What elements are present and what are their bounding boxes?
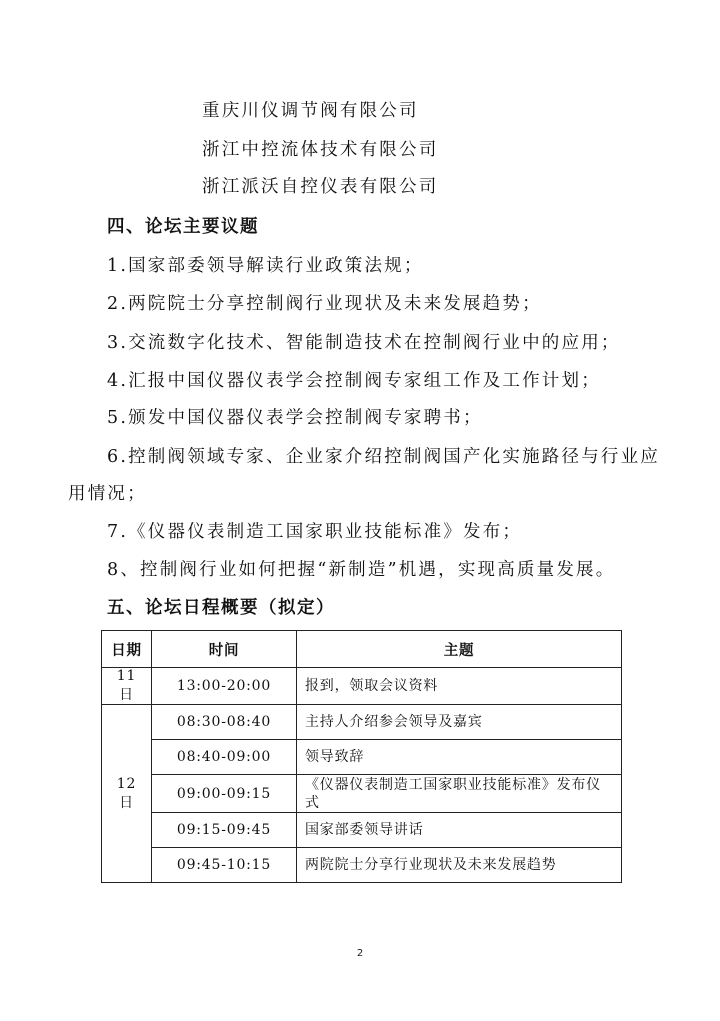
- topic-cell: 两院院士分享行业现状及未来发展趋势: [297, 848, 622, 883]
- table-row: [102, 705, 622, 740]
- time-cell: 09:45-10:15: [152, 848, 297, 883]
- schedule-table: [101, 630, 622, 883]
- topic-item: 2.两院院士分享控制阀行业现状及未来发展趋势；: [107, 294, 542, 314]
- table-row: [102, 813, 622, 848]
- page-number: 2: [356, 948, 364, 959]
- topic-cell: 主持人介绍参会领导及嘉宾: [297, 705, 622, 740]
- table-row: [102, 668, 622, 705]
- topic-item: 5.颁发中国仪器仪表学会控制阀专家聘书；: [107, 408, 483, 428]
- header-time: 时间: [152, 631, 297, 668]
- table-row: [102, 848, 622, 883]
- time-cell: 13:00-20:00: [152, 668, 297, 705]
- section-heading: 五、论坛日程概要（拟定）: [107, 598, 335, 618]
- header-topic: 主题: [297, 631, 622, 668]
- topic-item-continuation: 用情况；: [68, 484, 147, 504]
- topic-cell: 报到，领取会议资料: [297, 668, 622, 705]
- topic-cell: 《仪器仪表制造工国家职业技能标准》发布仪式: [297, 775, 622, 813]
- topic-item: 4.汇报中国仪器仪表学会控制阀专家组工作及工作计划；: [107, 371, 601, 391]
- table-row: [102, 775, 622, 813]
- topic-item: 6.控制阀领域专家、企业家介绍控制阀国产化实施路径与行业应: [107, 447, 660, 467]
- topic-cell: 领导致辞: [297, 740, 622, 775]
- time-cell: 09:00-09:15: [152, 775, 297, 813]
- time-cell: 08:30-08:40: [152, 705, 297, 740]
- header-date: 日期: [102, 631, 152, 668]
- time-cell: 09:15-09:45: [152, 813, 297, 848]
- sponsor-line: 浙江中控流体技术有限公司: [202, 140, 439, 160]
- date-cell: 11 日: [102, 668, 152, 705]
- sponsor-line: 重庆川仪调节阀有限公司: [202, 101, 419, 121]
- topic-item: 7.《仪器仪表制造工国家职业技能标准》发布；: [107, 522, 523, 542]
- date-cell: 12 日: [102, 705, 152, 883]
- topic-item: 8、控制阀行业如何把握“新制造”机遇，实现高质量发展。: [107, 560, 616, 580]
- section-heading: 四、论坛主要议题: [107, 217, 259, 237]
- time-cell: 08:40-09:00: [152, 740, 297, 775]
- topic-cell: 国家部委领导讲话: [297, 813, 622, 848]
- topic-item: 1.国家部委领导解读行业政策法规；: [107, 256, 424, 276]
- table-row: [102, 740, 622, 775]
- topic-item: 3.交流数字化技术、智能制造技术在控制阀行业中的应用；: [107, 333, 621, 353]
- table-header-row: [102, 631, 622, 668]
- sponsor-line: 浙江派沃自控仪表有限公司: [202, 177, 439, 197]
